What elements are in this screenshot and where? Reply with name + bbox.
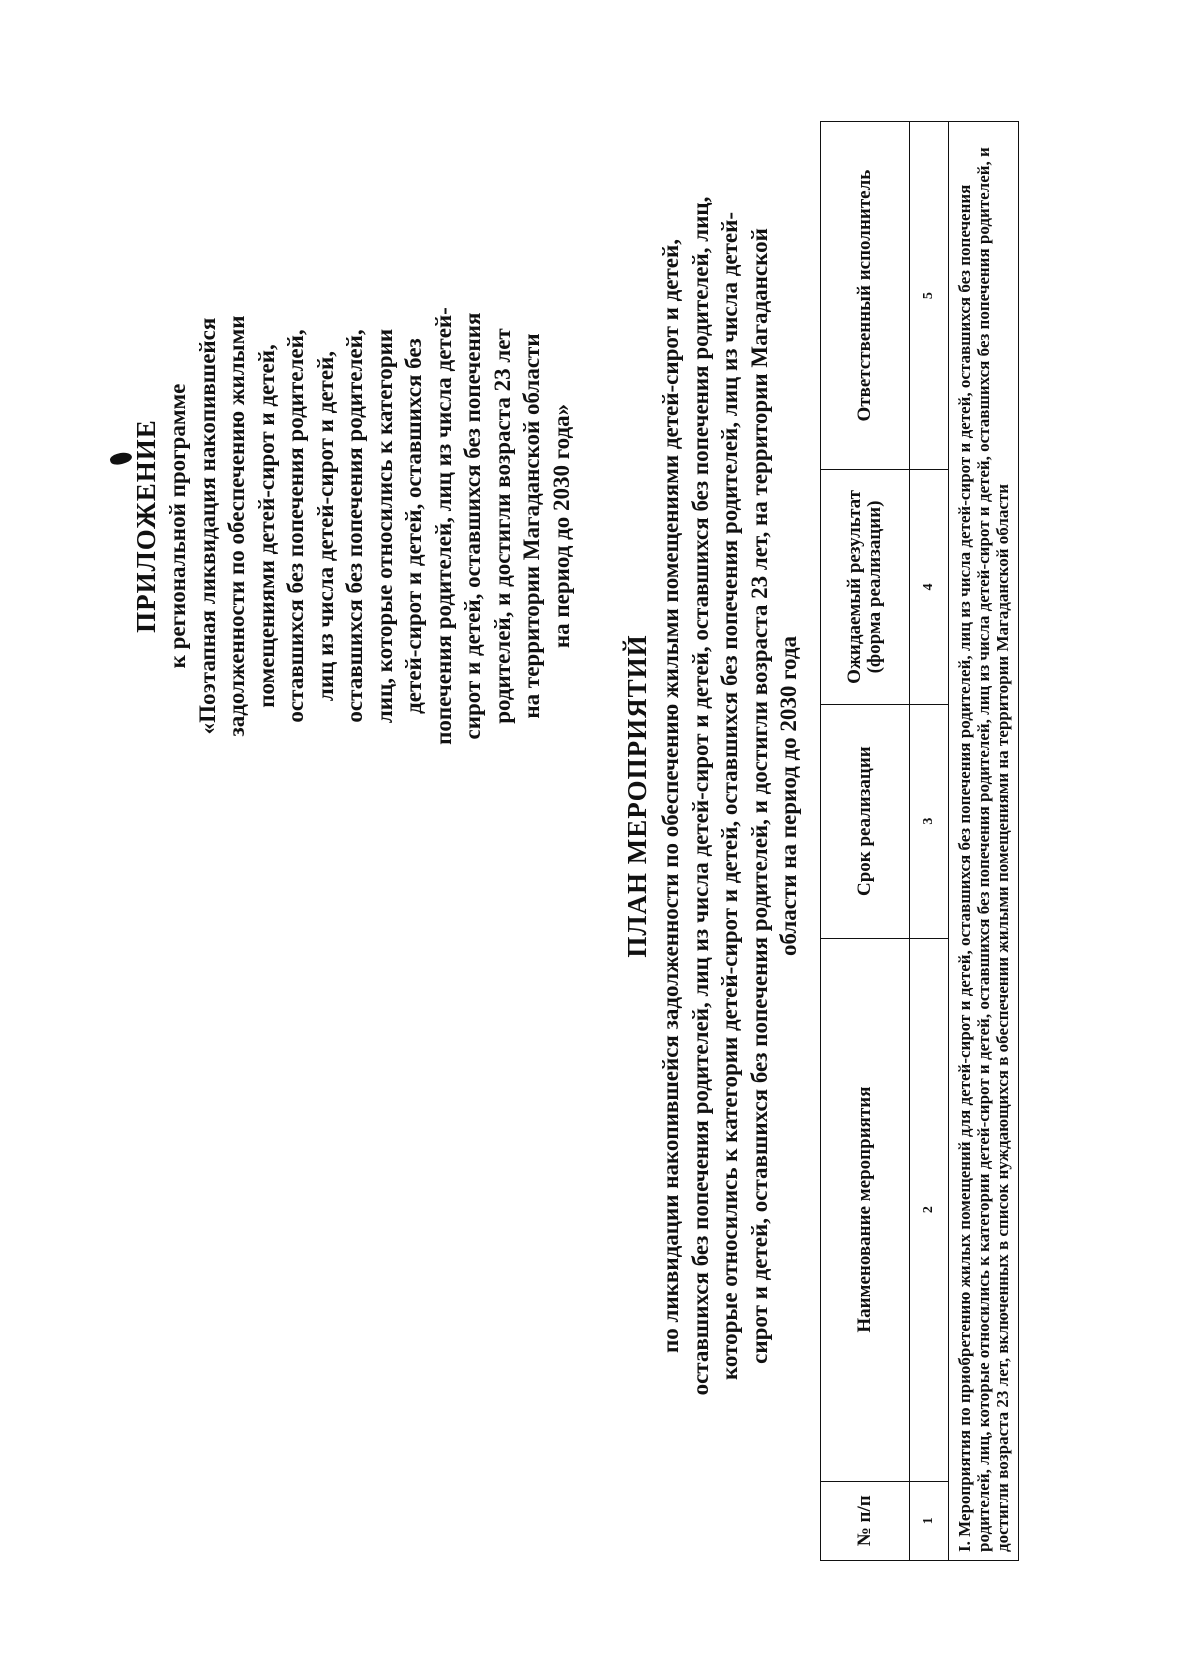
appendix-line: лиц, которые относились к категории <box>371 328 397 724</box>
appendix-line: сирот и детей, оставшихся без попечения <box>460 312 485 740</box>
column-number-row <box>910 122 949 1561</box>
appendix-header <box>130 276 576 776</box>
appendix-program-name <box>193 276 577 776</box>
column-number: 2 <box>910 938 949 1481</box>
appendix-title: ПРИЛОЖЕНИЕ <box>131 419 161 633</box>
appendix-line: попечения родителей, лиц из числа детей- <box>430 307 456 745</box>
header-activity-name: Наименование мероприятия <box>821 938 910 1481</box>
plan-line: области на период до 2030 года <box>776 635 801 957</box>
column-number: 5 <box>910 122 949 470</box>
plan-line: которые относились к категории детей-сирот и детей, оставшихся без попечения родителей, лиц из числа детей- <box>717 211 742 1381</box>
plan-heading <box>620 96 804 1496</box>
appendix-line: оставшихся без попечения родителей, <box>342 329 367 723</box>
column-number: 3 <box>910 704 949 938</box>
header-deadline: Срок реализации <box>821 704 910 938</box>
plan-title: ПЛАН МЕРОПРИЯТИЙ <box>622 634 652 958</box>
plan-line: сирот и детей, оставшихся без попечения родителей, и достигли возраста 23 лет, на территории Магаданской <box>746 228 772 1364</box>
plan-line: по ликвидации накопившейся задолженности по обеспечению жилыми помещениями детей-сирот и детей, <box>658 239 683 1353</box>
column-number: 4 <box>910 470 949 704</box>
appendix-line: лиц из числа детей-сирот и детей, <box>312 350 338 702</box>
appendix-line: родителей, и достигли возраста 23 лет <box>489 328 515 724</box>
appendix-line: «Поэтапная ликвидация накопившейся <box>194 317 220 735</box>
appendix-subtitle: к региональной программе <box>165 383 190 669</box>
appendix-line: задолженности по обеспечению жилыми <box>224 315 249 737</box>
appendix-line: помещениями детей-сирот и детей, <box>253 344 279 708</box>
header-responsible: Ответственный исполнитель <box>821 122 910 470</box>
appendix-line: детей-сирот и детей, оставшихся без <box>401 338 426 714</box>
header-number: № п/п <box>821 1481 910 1560</box>
appendix-line: на территории Магаданской области <box>519 333 544 719</box>
appendix-line: на период до 2030 года» <box>548 403 574 649</box>
plan-table <box>820 121 1019 1561</box>
plan-line: оставшихся без попечения родителей, лиц из числа детей-сирот и детей, оставшихся без попечения родителей, лиц, <box>687 196 713 1396</box>
appendix-line: оставшихся без попечения родителей, <box>283 329 308 723</box>
section-row <box>949 122 1019 1561</box>
table-header-row <box>821 122 910 1561</box>
section-title: I. Мероприятия по приобретению жилых помещений для детей-сирот и детей, оставшихся без попечения родителей, лиц из числа детей-сирот и детей, оставшихся без попечения родителей, лиц, которые относились к категории детей-сирот и детей, оставшихся без попечения родителей, лиц из числа детей-сирот и детей, оставшихся без попечения родителей, и достигли возраста 23 лет, включенных в список нуждающихся в обеспечении жилыми помещениями на территории Магаданской области <box>949 122 1019 1561</box>
column-number: 1 <box>910 1481 949 1560</box>
header-expected-result: Ожидаемый результат (форма реализации) <box>821 470 910 704</box>
